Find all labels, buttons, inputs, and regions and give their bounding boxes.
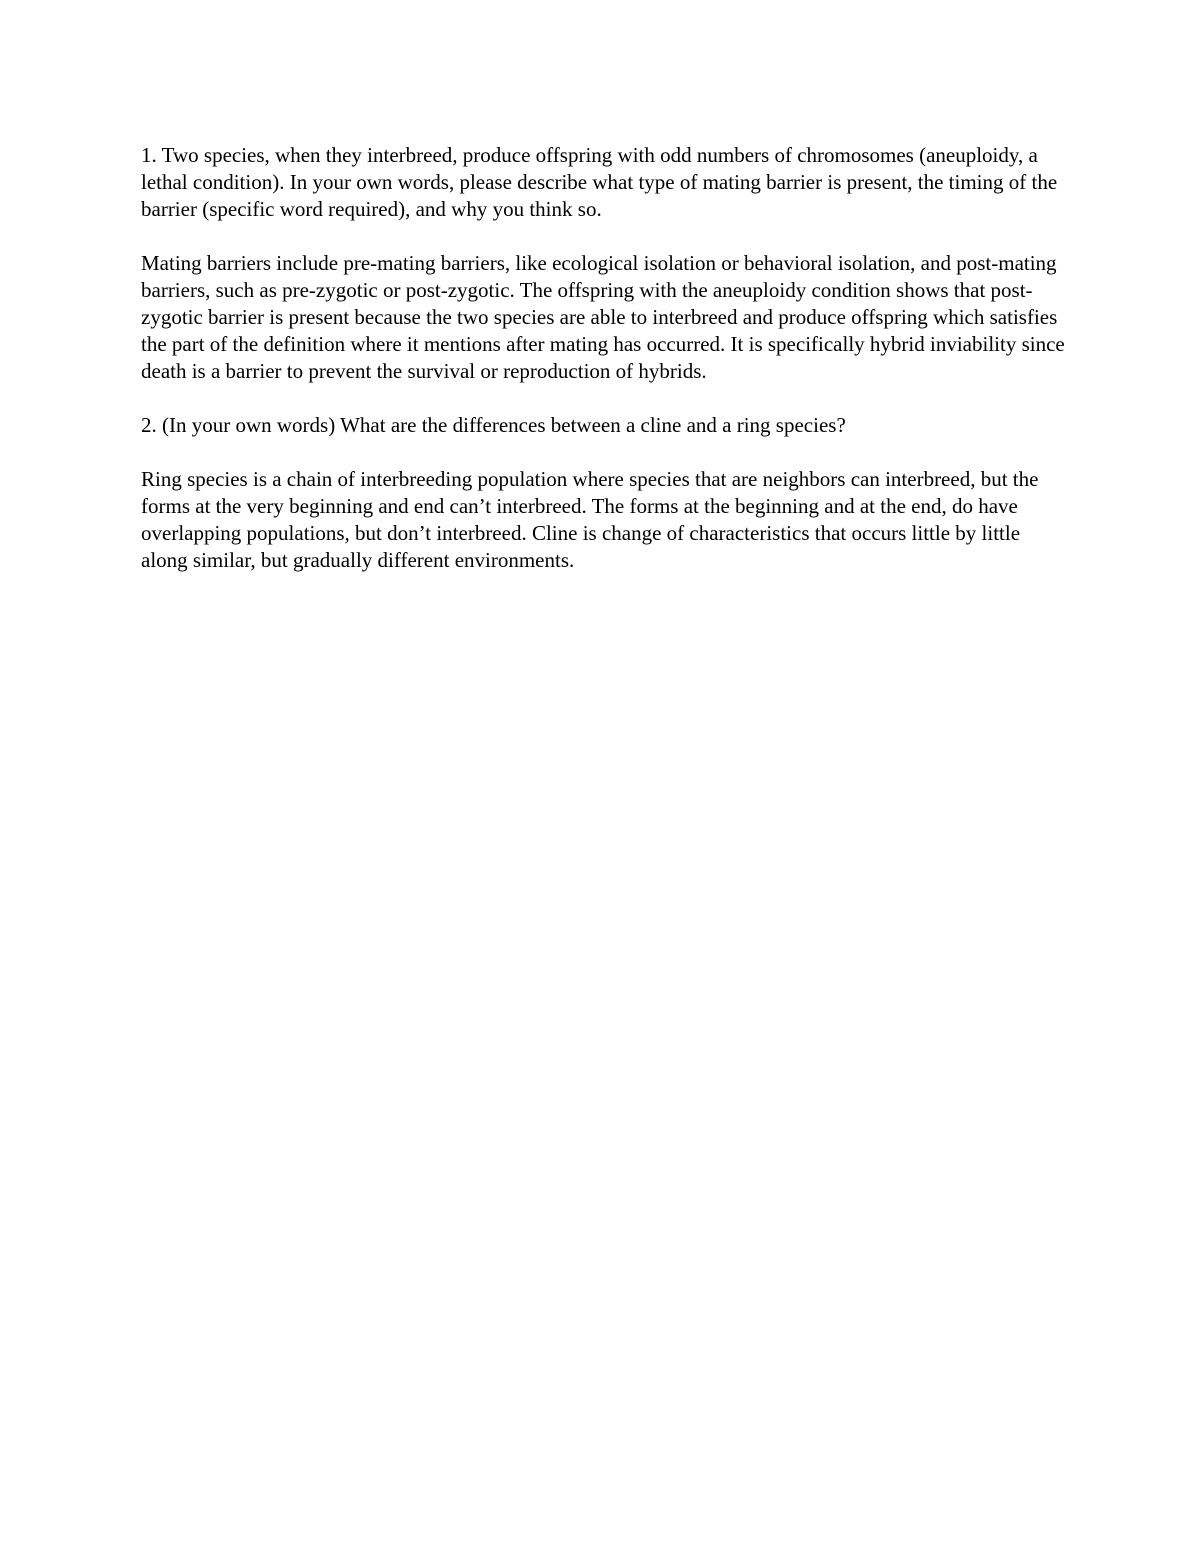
- question-2: 2. (In your own words) What are the differences between a cline and a ring species?: [141, 413, 846, 437]
- document-body: [141, 142, 1066, 601]
- answer-1: Mating barriers include pre-mating barriers, like ecological isolation or behavioral isolation, and post-mating barriers, such as pre-zygotic or post-zygotic. The offspring with the aneuploidy condition shows that post-zygotic barrier is present because the two species are able to interbreed and produce offspring which satisfies the part of the definition where it mentions after mating has occurred. It is specifically hybrid inviability since death is a barrier to prevent the survival or reproduction of hybrids.: [141, 251, 1065, 383]
- question-1: 1. Two species, when they interbreed, produce offspring with odd numbers of chromosomes (aneuploidy, a lethal condition). In your own words, please describe what type of mating barrier is present, the timing of the barrier (specific word required), and why you think so.: [141, 143, 1058, 221]
- answer-2: Ring species is a chain of interbreeding population where species that are neighbors can interbreed, but the forms at the very beginning and end can’t interbreed. The forms at the beginning and at the end, do have overlapping populations, but don’t interbreed. Cline is change of characteristics that occurs little by little along similar, but gradually different environments.: [141, 467, 1039, 572]
